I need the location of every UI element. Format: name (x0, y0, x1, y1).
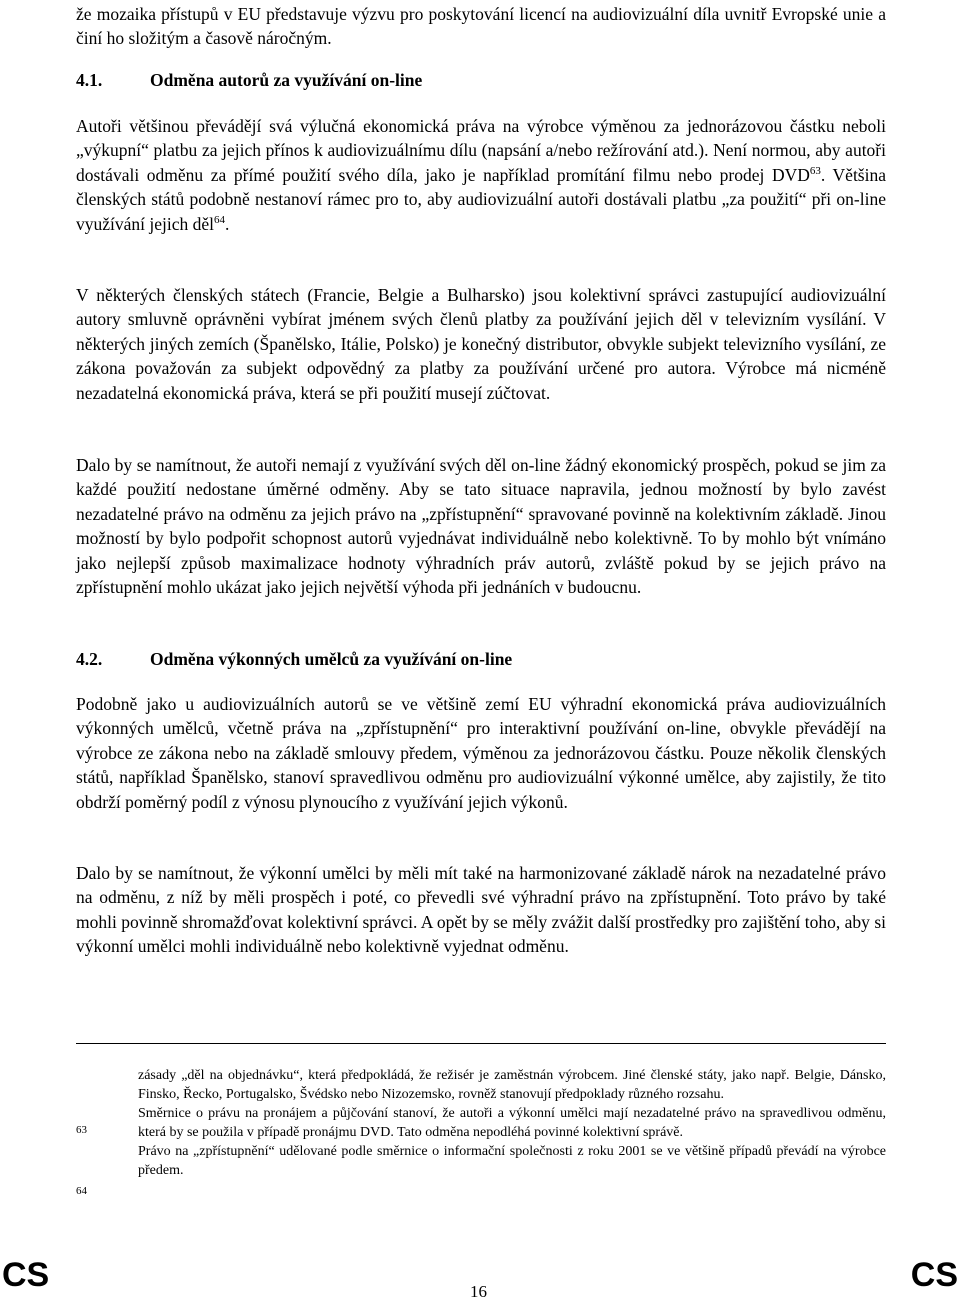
section-title: Odměna autorů za využívání on-line (150, 70, 423, 90)
section-heading-4-1 (76, 68, 422, 92)
footnote-63-label: 63 (76, 1124, 87, 1136)
footnote-ref-63[interactable]: 63 (809, 164, 821, 177)
footnote-64-label: 64 (76, 1185, 87, 1197)
footnote-63-text: Směrnice o právu na pronájem a půjčování stanoví, že autoři a výkonní umělci mají nezadatelné právo na spravedlivou odměnu, která by se použila v případě pronájmu DVD. Tato odměna nepodléhá povinné kolektivní správě. (138, 1106, 886, 1140)
paragraph-4-1-3: Dalo by se namítnout, že autoři nemají z využívání svých děl on-line žádný ekonomický prospěch, pokud se jim za každé použití nedostane úměrné odměny. Aby se tato situace napravila, jednou možností by bylo zavést nezadatelné právo na odměnu za jejich právo na „zpřístupnění“ spravované povinně na kolektivním základě. Jinou možností by bylo podpořit schopnost autorů vyjednávat individuálně nebo kolektivně. To by mohlo být vnímáno jako nejlepší způsob maximalizace hodnoty výhradních práv autorů, zvláště pokud by se jejich právo na zpřístupnění mohlo ukázat jako jejich největší výhoda při jednáních v budoucnu. (76, 455, 886, 598)
footnotes (138, 1066, 886, 1180)
section-number: 4.1. (76, 70, 103, 90)
section-heading-4-2 (76, 647, 512, 671)
language-code-left: CS (2, 1256, 50, 1294)
language-code-right: CS (910, 1256, 958, 1294)
section-title: Odměna výkonných umělců za využívání on-line (150, 649, 513, 669)
footnote-64-text: Právo na „zpřístupnění“ udělované podle směrnice o informační společnosti z roku 2001 se ve většině případů převádí na výrobce předem. (138, 1144, 886, 1178)
intro-paragraph: že mozaika přístupů v EU představuje výzvu pro poskytování licencí na audiovizuální díla uvnitř Evropské unie a činí ho složitým a časově náročným. (76, 4, 886, 49)
section-number: 4.2. (76, 649, 103, 669)
paragraph-text: . (225, 213, 230, 234)
paragraph-4-2-1: Podobně jako u audiovizuálních autorů se ve většině zemí EU výhradní ekonomická práva audiovizuálních výkonných umělců, včetně práva na „zpřístupnění“ pro interaktivní používání on-line, obvykle převádějí na výrobce ze zákona nebo na základě smlouvy předem, výměnou za jednorázovou částku. Pouze několik členských států, například Španělsko, stanoví spravedlivou odměnu pro audiovizuální výkonné umělce, aby zajistily, že tito obdrží poměrný podíl z výnosu plynoucího z využívání jejich výkonů. (76, 694, 886, 812)
page-number: 16 (470, 1282, 487, 1301)
paragraph-4-1-2: V některých členských státech (Francie, Belgie a Bulharsko) jsou kolektivní správci zastupující audiovizuální autory smluvně oprávněni vybírat jménem svých členů platby za používání jejich děl v televizním vysílání. V některých jiných zemích (Španělsko, Itálie, Polsko) je konečný distributor, obvykle subjekt televizního vysílání, ze zákona považován za subjekt odpovědný za platby za používání určené pro autora. Výrobce má nicméně nezadatelná ekonomická práva, která se při použití musejí zúčtovat. (76, 285, 886, 403)
paragraph-text: . Většina členských států podobně nestanoví rámec pro to, aby audiovizuální autoři dostávali platbu „za použití“ při on-line využívání jejich děl (76, 164, 886, 234)
footnote-separator (76, 1043, 886, 1044)
paragraph-4-2-2: Dalo by se namítnout, že výkonní umělci by měli mít také na harmonizované základě nárok na nezadatelné právo na odměnu, z níž by měli prospěch i poté, co převedli své výhradní právo na zpřístupnění. Toto právo by také mohli povinně shromažďovat kolektivní správci. A opět by se měly zvážit další prostředky pro zajištění toho, aby si výkonní umělci mohli individuálně nebo kolektivně vyjednat odměnu. (76, 863, 886, 957)
paragraph-4-1-1 (76, 114, 886, 236)
paragraph-text: Autoři většinou převádějí svá výlučná ekonomická práva na výrobce výměnou za jednorázovou částku neboli „výkupní“ platbu za jejich přínos k audiovizuálnímu dílu (napsání a/nebo režírování atd.). Není normou, aby autoři dostávali odměnu za přímé použití svého díla, jako je například promítání filmu nebo prodej DVD (76, 116, 886, 185)
footnote-continuation: zásady „děl na objednávku“, která předpokládá, že režisér je zaměstnán výrobcem. Jiné členské státy, jako např. Belgie, Dánsko, Finsko, Řecko, Portugalsko, Švédsko nebo Nizozemsko, rovněž stanovují předpoklady různého rozsahu. (138, 1068, 886, 1102)
footnote-ref-64[interactable]: 64 (214, 213, 226, 226)
